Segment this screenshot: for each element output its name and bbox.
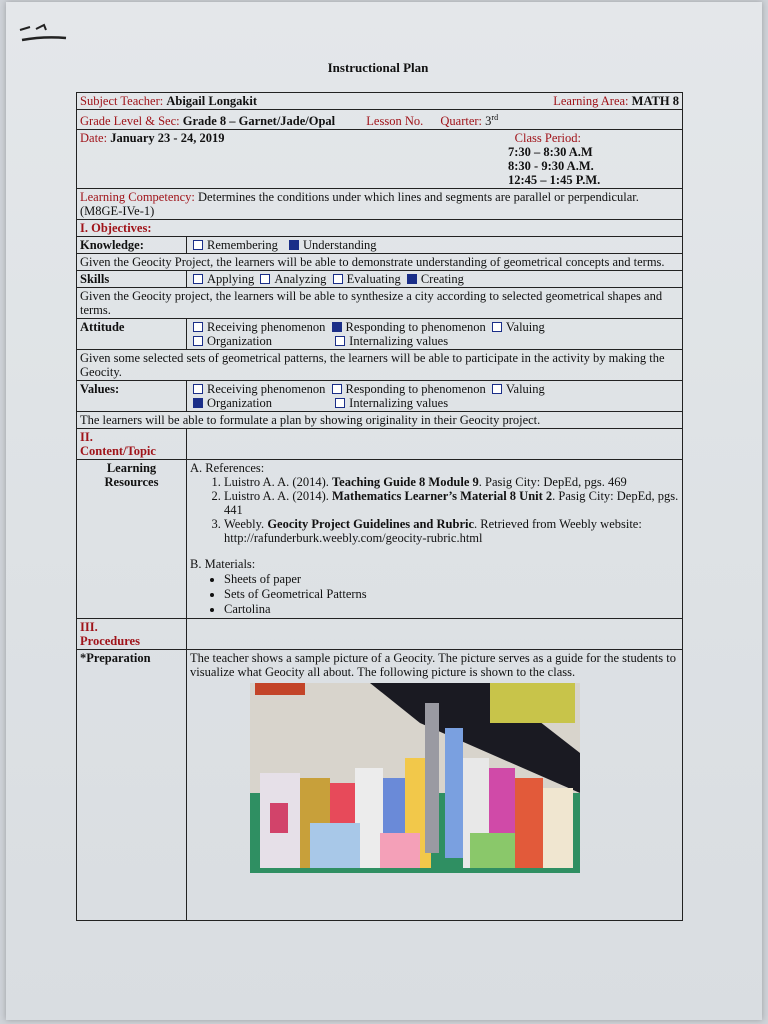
list-item: • Sheets of paper xyxy=(224,572,679,586)
checkbox-values-organization[interactable] xyxy=(193,398,203,408)
resources-row: Learning Resources A. References: 1. Luistro A. A. (2014). Teaching Guide 8 Module 9. Pasig City: DepEd, pgs. 469 2. Luistro A. A. (2014). Mathematics Learner’s Material 8 Unit 2. Pasig City: DepEd, pgs. 441 3. Weebly. Geocity Project Guidelines and Rubric. Retrieved from Weebly website: http://rafunderburk.weebly.com/geocity-rubric.html B. Materials: • Sheets of paper • Sets of Geometrical Patterns • Cartolina xyxy=(77,460,683,619)
checkbox-values-valuing[interactable] xyxy=(492,384,502,394)
checkbox-responding[interactable] xyxy=(332,322,342,332)
content-heading-row: II. Content/Topic xyxy=(77,429,683,460)
checkbox-receiving[interactable] xyxy=(193,322,203,332)
checkbox-valuing[interactable] xyxy=(492,322,502,332)
class-periods: 7:30 – 8:30 A.M 8:30 - 9:30 A.M. 12:45 – 1:45 P.M. xyxy=(508,145,601,188)
skills-row: Skills Applying Analyzing Evaluating Creating xyxy=(77,271,683,288)
objectives-heading-row: I. Objectives: xyxy=(77,220,683,237)
attitude-row: Attitude Receiving phenomenon Responding to phenomenon Valuing Organization Internalizing values xyxy=(77,319,683,350)
values-row: Values: Receiving phenomenon Responding to phenomenon Valuing Organization Internalizing values xyxy=(77,381,683,412)
procedures-heading-row: III. Procedures xyxy=(77,619,683,650)
checkbox-internalizing[interactable] xyxy=(335,336,345,346)
teacher-name: Abigail Longakit xyxy=(166,94,258,108)
checkbox-values-internalizing[interactable] xyxy=(335,398,345,408)
grade-row: Grade Level & Sec: Grade 8 – Garnet/Jade/Opal Lesson No. Quarter: 3rd xyxy=(77,110,683,130)
reference-item: 3. Weebly. Geocity Project Guidelines and Rubric. Retrieved from Weebly website: http://rafunderburk.weebly.com/geocity-rubric.html xyxy=(224,517,679,545)
preparation-row: *Preparation The teacher shows a sample picture of a Geocity. The picture serves as a guide for the students to visualize what Geocity all about. The following picture is shown to the class. xyxy=(77,650,683,921)
checkbox-creating[interactable] xyxy=(407,274,417,284)
checkbox-analyzing[interactable] xyxy=(260,274,270,284)
instructional-plan-table: Subject Teacher: Abigail Longakit Learning Area: MATH 8 Grade Level & Sec: Grade 8 – Garnet/Jade/Opal Lesson No. Quarter: 3rd Date: January 23 - 24, 2019 Class Period: 7:30 – 8:30 A.M 8:30 - 9:30 A.M. 12:45 – 1:45 P.M. Learning Competency: Determines the conditions under which lines and segments are parallel or perpendicular. (M8GE-IVe-1) I. Objectives: Knowledge: Remembering Understanding Given the Geocity Project, the learners will be able to demonstrate understanding of geometrical concepts and terms. Skills Applying Analyzing Evaluating Creating Given the Geocity project, the learners will be able to synthesize a city according to selected geometrical shapes and terms. Attitude Receiving phenomenon Responding to phenomenon Valuing Organization Internalizing values Given some selected sets of geometrical patterns, the learners will be able to participate in the activity by making the Geocity. Values: Receiving phenomenon Responding to phenomenon Valuing Organization Internalizing values The learners will be able to formulate a plan by showing originality in their Geocity project. II. Content/Topic Learning Resources A. References: 1. Luistro A. A. (2014). Teaching Guide 8 Module 9. Pasig City: DepEd, pgs. 469 2. Luistro A. A. (2014). Mathematics Learner’s Material 8 Unit 2. Pasig City: DepEd, pgs. 441 3. Weebly. Geocity Project Guidelines and Rubric. Retrieved from Weebly website: http://rafunderburk.weebly.com/geocity-rubric.html B. Materials: • Sheets of paper • Sets of Geometrical Patterns • Cartolina III. Procedures *Preparation The teacher shows a sample picture of a Geocity. The picture serves as a guide for the students to visualize what Geocity all about. The following picture is shown to the class. xyxy=(76,92,683,921)
reference-item: 2. Luistro A. A. (2014). Mathematics Learner’s Material 8 Unit 2. Pasig City: DepEd, pgs. 441 xyxy=(224,489,679,517)
references-list xyxy=(190,475,679,545)
reference-item: 1. Luistro A. A. (2014). Teaching Guide 8 Module 9. Pasig City: DepEd, pgs. 469 xyxy=(224,475,679,489)
checkbox-values-responding[interactable] xyxy=(332,384,342,394)
lesson-date: January 23 - 24, 2019 xyxy=(110,131,225,146)
checkbox-evaluating[interactable] xyxy=(333,274,343,284)
teacher-row: Subject Teacher: Abigail Longakit Learning Area: MATH 8 xyxy=(77,93,683,110)
checkbox-understanding[interactable] xyxy=(289,240,299,250)
page-title: Instructional Plan xyxy=(327,60,429,75)
list-item: • Sets of Geometrical Patterns xyxy=(224,587,679,601)
competency-row: Learning Competency: Determines the conditions under which lines and segments are parallel or perpendicular. (M8GE-IVe-1) xyxy=(77,189,683,220)
grade-section: Grade 8 – Garnet/Jade/Opal xyxy=(182,114,336,129)
pen-mark xyxy=(16,16,76,46)
materials-list xyxy=(190,572,679,616)
checkbox-applying[interactable] xyxy=(193,274,203,284)
geocity-photo xyxy=(250,683,580,873)
checkbox-values-receiving[interactable] xyxy=(193,384,203,394)
checkbox-organization[interactable] xyxy=(193,336,203,346)
date-row: Date: January 23 - 24, 2019 Class Period: 7:30 – 8:30 A.M 8:30 - 9:30 A.M. 12:45 – 1:45 P.M. xyxy=(77,130,683,189)
list-item: • Cartolina xyxy=(224,602,679,616)
knowledge-row: Knowledge: Remembering Understanding xyxy=(77,237,683,254)
checkbox-remembering[interactable] xyxy=(193,240,203,250)
